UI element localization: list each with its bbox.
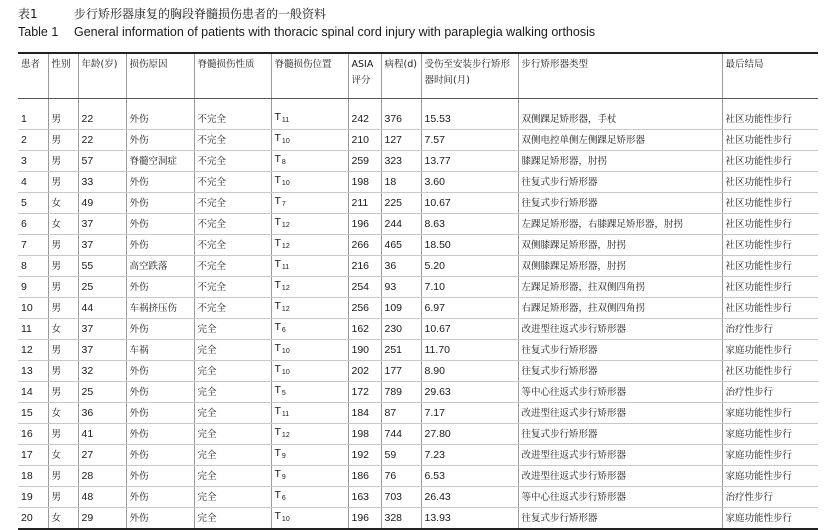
cell-type: 左踝足矫形器，拄双侧四角拐: [518, 277, 722, 298]
cell-cause: 外伤: [126, 319, 194, 340]
cell-outcome: 社区功能性步行: [722, 193, 818, 214]
cell-sex: 男: [48, 235, 78, 256]
cell-type: 往复式步行矫形器: [518, 340, 722, 361]
table-row: [18, 382, 818, 403]
header-outcome: 最后结局: [722, 53, 818, 99]
cell-sex: 男: [48, 172, 78, 193]
cell-time: 29.63: [421, 382, 518, 403]
cell-asia: 242: [348, 109, 381, 130]
cell-age: 37: [78, 235, 126, 256]
cell-type: 往复式步行矫形器: [518, 193, 722, 214]
cell-level: $T_9$: [271, 466, 348, 487]
cell-nature: 完全: [194, 361, 271, 382]
cell-time: 10.67: [421, 319, 518, 340]
table-row: [18, 298, 818, 319]
cell-outcome: 家庭功能性步行: [722, 424, 818, 445]
cell-level: $T_{10}$: [271, 508, 348, 530]
cell-outcome: 社区功能性步行: [722, 298, 818, 319]
cell-outcome: 家庭功能性步行: [722, 403, 818, 424]
cell-type: 膝踝足矫形器，肘拐: [518, 151, 722, 172]
cell-time: 8.63: [421, 214, 518, 235]
cell-age: 57: [78, 151, 126, 172]
caption-en: [18, 24, 595, 40]
cell-age: 22: [78, 109, 126, 130]
cell-nature: 不完全: [194, 109, 271, 130]
cell-age: 29: [78, 508, 126, 530]
cell-course: 36: [381, 256, 421, 277]
cell-id: 18: [18, 466, 48, 487]
cell-level-sub: 9: [281, 453, 286, 460]
cell-level-sub: 6: [281, 327, 286, 334]
cell-cause: 外伤: [126, 382, 194, 403]
cell-cause: 外伤: [126, 109, 194, 130]
cell-time: 10.67: [421, 193, 518, 214]
cell-sex: 男: [48, 256, 78, 277]
cell-course: 18: [381, 172, 421, 193]
cell-course: 703: [381, 487, 421, 508]
cell-id: 17: [18, 445, 48, 466]
cell-id: 11: [18, 319, 48, 340]
cell-outcome: 社区功能性步行: [722, 277, 818, 298]
table-row: [18, 445, 818, 466]
header-row: [18, 53, 818, 99]
cell-asia: 162: [348, 319, 381, 340]
cell-age: 55: [78, 256, 126, 277]
cell-cause: 外伤: [126, 235, 194, 256]
caption-cn-text: 步行矫形器康复的胸段脊髓损伤患者的一般资料: [74, 7, 327, 21]
cell-age: 49: [78, 193, 126, 214]
cell-level-sub: 9: [281, 474, 286, 481]
cell-asia: 256: [348, 298, 381, 319]
cell-type: 往复式步行矫形器: [518, 508, 722, 530]
cell-sex: 女: [48, 193, 78, 214]
cell-level: $T_{10}$: [271, 340, 348, 361]
cell-sex: 女: [48, 319, 78, 340]
cell-sex: 男: [48, 298, 78, 319]
cell-cause: 外伤: [126, 361, 194, 382]
header-cause: 损伤原因: [126, 53, 194, 99]
cell-type: 左踝足矫形器，右膝踝足矫形器，肘拐: [518, 214, 722, 235]
cell-type: 等中心往返式步行矫形器: [518, 487, 722, 508]
cell-cause: 外伤: [126, 403, 194, 424]
table-row: [18, 277, 818, 298]
cell-type: 双侧膝踝足矫形器，肘拐: [518, 235, 722, 256]
cell-outcome: 社区功能性步行: [722, 256, 818, 277]
cell-course: 59: [381, 445, 421, 466]
caption-cn-label: 表1: [18, 7, 38, 21]
cell-type: 等中心往返式步行矫形器: [518, 382, 722, 403]
table-row: [18, 466, 818, 487]
cell-course: 177: [381, 361, 421, 382]
cell-id: 5: [18, 193, 48, 214]
cell-id: 12: [18, 340, 48, 361]
cell-cause: 外伤: [126, 172, 194, 193]
table-row: [18, 130, 818, 151]
cell-sex: 男: [48, 277, 78, 298]
cell-type: 改进型往返式步行矫形器: [518, 466, 722, 487]
table-body: [18, 99, 818, 530]
cell-nature: 完全: [194, 340, 271, 361]
cell-sex: 女: [48, 214, 78, 235]
cell-id: 1: [18, 109, 48, 130]
cell-level-sub: 6: [281, 495, 286, 502]
cell-asia: 196: [348, 508, 381, 530]
cell-sex: 男: [48, 466, 78, 487]
cell-asia: 254: [348, 277, 381, 298]
cell-cause: 外伤: [126, 424, 194, 445]
cell-id: 3: [18, 151, 48, 172]
cell-type: 改进型往返式步行矫形器: [518, 319, 722, 340]
cell-id: 8: [18, 256, 48, 277]
table-row: [18, 487, 818, 508]
cell-course: 127: [381, 130, 421, 151]
cell-cause: 外伤: [126, 214, 194, 235]
cell-outcome: 社区功能性步行: [722, 235, 818, 256]
cell-sex: 男: [48, 340, 78, 361]
cell-age: 33: [78, 172, 126, 193]
cell-time: 26.43: [421, 487, 518, 508]
cell-asia: 184: [348, 403, 381, 424]
cell-type: 往复式步行矫形器: [518, 424, 722, 445]
cell-cause: 高空跌落: [126, 256, 194, 277]
cell-outcome: 社区功能性步行: [722, 109, 818, 130]
cell-nature: 不完全: [194, 277, 271, 298]
cell-nature: 不完全: [194, 130, 271, 151]
cell-sex: 男: [48, 130, 78, 151]
cell-nature: 不完全: [194, 235, 271, 256]
table-row: [18, 340, 818, 361]
cell-cause: 外伤: [126, 445, 194, 466]
patient-table: [18, 52, 818, 530]
cell-id: 6: [18, 214, 48, 235]
cell-level: $T_{10}$: [271, 130, 348, 151]
cell-nature: 完全: [194, 487, 271, 508]
cell-type: 改进型往返式步行矫形器: [518, 445, 722, 466]
cell-level: $T_5$: [271, 382, 348, 403]
cell-course: 225: [381, 193, 421, 214]
cell-nature: 完全: [194, 466, 271, 487]
cell-cause: 外伤: [126, 508, 194, 530]
cell-course: 328: [381, 508, 421, 530]
cell-sex: 男: [48, 109, 78, 130]
cell-type: 往复式步行矫形器: [518, 361, 722, 382]
cell-id: 2: [18, 130, 48, 151]
cell-age: 48: [78, 487, 126, 508]
cell-course: 465: [381, 235, 421, 256]
cell-type: 改进型往返式步行矫形器: [518, 403, 722, 424]
table-row: [18, 214, 818, 235]
cell-sex: 女: [48, 403, 78, 424]
cell-nature: 不完全: [194, 298, 271, 319]
cell-nature: 完全: [194, 319, 271, 340]
header-nature: 脊髓损伤性质: [194, 53, 271, 99]
cell-type: 双侧膝踝足矫形器，肘拐: [518, 256, 722, 277]
cell-outcome: 家庭功能性步行: [722, 445, 818, 466]
cell-time: 7.57: [421, 130, 518, 151]
cell-cause: 外伤: [126, 466, 194, 487]
cell-asia: 216: [348, 256, 381, 277]
cell-id: 19: [18, 487, 48, 508]
cell-asia: 163: [348, 487, 381, 508]
cell-cause: 车祸: [126, 340, 194, 361]
cell-age: 36: [78, 403, 126, 424]
cell-sex: 男: [48, 151, 78, 172]
cell-level: $T_{12}$: [271, 214, 348, 235]
cell-nature: 不完全: [194, 214, 271, 235]
cell-age: 28: [78, 466, 126, 487]
header-age: 年龄(岁): [78, 53, 126, 99]
cell-time: 13.77: [421, 151, 518, 172]
cell-level: $T_{12}$: [271, 298, 348, 319]
header-id: 患者: [18, 53, 48, 99]
cell-course: 87: [381, 403, 421, 424]
cell-time: 3.60: [421, 172, 518, 193]
cell-asia: 211: [348, 193, 381, 214]
cell-level-sub: 11: [281, 411, 290, 418]
cell-course: 323: [381, 151, 421, 172]
cell-course: 230: [381, 319, 421, 340]
cell-id: 14: [18, 382, 48, 403]
header-sex: 性别: [48, 53, 78, 99]
cell-time: 13.93: [421, 508, 518, 530]
cell-asia: 186: [348, 466, 381, 487]
cell-id: 4: [18, 172, 48, 193]
table-row: [18, 361, 818, 382]
cell-course: 244: [381, 214, 421, 235]
cell-outcome: 治疗性步行: [722, 382, 818, 403]
cell-outcome: 社区功能性步行: [722, 361, 818, 382]
cell-age: 27: [78, 445, 126, 466]
caption-en-text: General information of patients with thoracic spinal cord injury with paraplegia walking orthosis: [74, 25, 596, 39]
cell-age: 25: [78, 277, 126, 298]
cell-age: 32: [78, 361, 126, 382]
cell-id: 9: [18, 277, 48, 298]
header-asia: ASIA评分: [348, 53, 381, 99]
cell-level-sub: 8: [281, 159, 286, 166]
cell-nature: 不完全: [194, 256, 271, 277]
cell-cause: 脊髓空洞症: [126, 151, 194, 172]
cell-nature: 不完全: [194, 193, 271, 214]
cell-course: 789: [381, 382, 421, 403]
cell-asia: 266: [348, 235, 381, 256]
cell-outcome: 社区功能性步行: [722, 151, 818, 172]
cell-age: 37: [78, 319, 126, 340]
header-level: 脊髓损伤位置: [271, 53, 348, 99]
table-row: [18, 172, 818, 193]
cell-level-sub: 12: [281, 432, 290, 439]
header-course: 病程(d): [381, 53, 421, 99]
cell-level: $T_{11}$: [271, 256, 348, 277]
cell-time: 6.53: [421, 466, 518, 487]
cell-age: 22: [78, 130, 126, 151]
cell-cause: 外伤: [126, 487, 194, 508]
cell-time: 18.50: [421, 235, 518, 256]
cell-level-sub: 12: [281, 243, 290, 250]
cell-time: 6.97: [421, 298, 518, 319]
cell-sex: 女: [48, 508, 78, 530]
cell-outcome: 治疗性步行: [722, 319, 818, 340]
cell-asia: 196: [348, 214, 381, 235]
cell-age: 37: [78, 340, 126, 361]
cell-time: 8.90: [421, 361, 518, 382]
cell-id: 13: [18, 361, 48, 382]
cell-age: 37: [78, 214, 126, 235]
cell-sex: 男: [48, 382, 78, 403]
cell-time: 7.17: [421, 403, 518, 424]
cell-nature: 完全: [194, 424, 271, 445]
header-time: 受伤至安装步行矫形器时间(月): [421, 53, 518, 99]
cell-outcome: 治疗性步行: [722, 487, 818, 508]
cell-cause: 外伤: [126, 130, 194, 151]
table-row: [18, 508, 818, 530]
cell-level: $T_{12}$: [271, 424, 348, 445]
cell-level-sub: 10: [281, 516, 290, 523]
cell-outcome: 社区功能性步行: [722, 130, 818, 151]
cell-level-sub: 10: [281, 180, 290, 187]
cell-nature: 完全: [194, 508, 271, 530]
cell-level: $T_8$: [271, 151, 348, 172]
cell-level-sub: 10: [281, 369, 290, 376]
cell-level: $T_{10}$: [271, 172, 348, 193]
cell-asia: 172: [348, 382, 381, 403]
cell-sex: 男: [48, 361, 78, 382]
spacer-row: [18, 99, 818, 110]
cell-level-sub: 12: [281, 285, 290, 292]
cell-time: 7.23: [421, 445, 518, 466]
table-row: [18, 319, 818, 340]
cell-time: 5.20: [421, 256, 518, 277]
cell-outcome: 家庭功能性步行: [722, 466, 818, 487]
table-row: [18, 424, 818, 445]
cell-time: 27.80: [421, 424, 518, 445]
cell-course: 76: [381, 466, 421, 487]
cell-id: 10: [18, 298, 48, 319]
cell-type: 双侧踝足矫形器，手杖: [518, 109, 722, 130]
cell-cause: 外伤: [126, 277, 194, 298]
cell-age: 41: [78, 424, 126, 445]
cell-id: 16: [18, 424, 48, 445]
cell-id: 20: [18, 508, 48, 530]
cell-cause: 车祸挤压伤: [126, 298, 194, 319]
cell-time: 15.53: [421, 109, 518, 130]
cell-nature: 完全: [194, 445, 271, 466]
cell-level: $T_6$: [271, 487, 348, 508]
cell-sex: 男: [48, 487, 78, 508]
cell-level: $T_{12}$: [271, 277, 348, 298]
cell-level: $T_{11}$: [271, 109, 348, 130]
table-row: [18, 151, 818, 172]
cell-asia: 190: [348, 340, 381, 361]
cell-asia: 192: [348, 445, 381, 466]
cell-asia: 198: [348, 172, 381, 193]
cell-level: $T_6$: [271, 319, 348, 340]
cell-time: 7.10: [421, 277, 518, 298]
cell-level: $T_{10}$: [271, 361, 348, 382]
caption-en-label: Table 1: [18, 25, 59, 39]
cell-asia: 259: [348, 151, 381, 172]
cell-nature: 完全: [194, 403, 271, 424]
table-row: [18, 193, 818, 214]
cell-level: $T_{12}$: [271, 235, 348, 256]
table-row: [18, 403, 818, 424]
cell-sex: 女: [48, 445, 78, 466]
cell-course: 93: [381, 277, 421, 298]
cell-level-sub: 12: [281, 306, 290, 313]
table-row: [18, 109, 818, 130]
cell-level-sub: 10: [281, 138, 290, 145]
cell-age: 44: [78, 298, 126, 319]
cell-outcome: 家庭功能性步行: [722, 508, 818, 530]
cell-level-sub: 11: [281, 264, 290, 271]
cell-time: 11.70: [421, 340, 518, 361]
cell-nature: 不完全: [194, 172, 271, 193]
cell-asia: 198: [348, 424, 381, 445]
cell-asia: 202: [348, 361, 381, 382]
cell-id: 7: [18, 235, 48, 256]
table-row: [18, 256, 818, 277]
table-row: [18, 235, 818, 256]
cell-course: 109: [381, 298, 421, 319]
cell-level: $T_{11}$: [271, 403, 348, 424]
cell-asia: 210: [348, 130, 381, 151]
cell-nature: 完全: [194, 382, 271, 403]
cell-outcome: 社区功能性步行: [722, 172, 818, 193]
cell-level-sub: 5: [281, 390, 286, 397]
cell-course: 744: [381, 424, 421, 445]
cell-course: 376: [381, 109, 421, 130]
cell-type: 往复式步行矫形器: [518, 172, 722, 193]
cell-course: 251: [381, 340, 421, 361]
cell-type: 右踝足矫形器，拄双侧四角拐: [518, 298, 722, 319]
cell-level: $T_9$: [271, 445, 348, 466]
cell-outcome: 社区功能性步行: [722, 214, 818, 235]
cell-age: 25: [78, 382, 126, 403]
cell-level-sub: 10: [281, 348, 290, 355]
cell-outcome: 家庭功能性步行: [722, 340, 818, 361]
cell-level: $T_7$: [271, 193, 348, 214]
caption-cn: [18, 6, 326, 22]
cell-cause: 外伤: [126, 193, 194, 214]
cell-nature: 不完全: [194, 151, 271, 172]
cell-level-sub: 7: [281, 201, 286, 208]
cell-level-sub: 11: [281, 117, 290, 124]
cell-sex: 男: [48, 424, 78, 445]
cell-type: 双侧电控单侧左侧踝足矫形器: [518, 130, 722, 151]
cell-level-sub: 12: [281, 222, 290, 229]
header-type: 步行矫形器类型: [518, 53, 722, 99]
cell-id: 15: [18, 403, 48, 424]
